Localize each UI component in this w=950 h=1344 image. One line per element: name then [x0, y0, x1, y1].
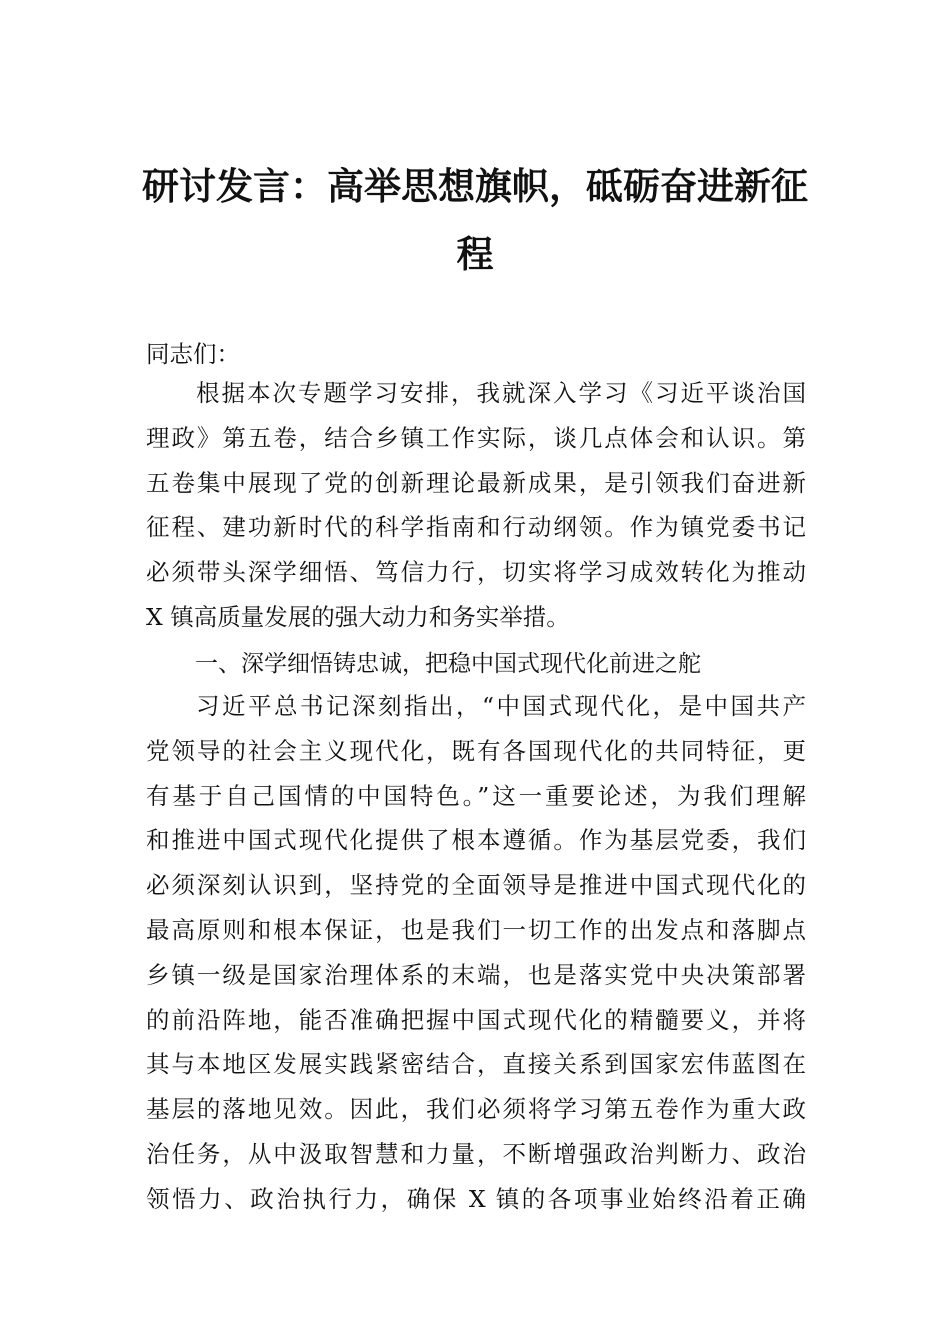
paragraph-line: 必须深刻认识到，坚持党的全面领导是推进中国式现代化的	[146, 871, 806, 900]
paragraph-line: 其与本地区发展实践紧密结合，直接关系到国家宏伟蓝图在	[146, 1050, 806, 1079]
section-heading-1: 一、深学细悟铸忠诚，把稳中国式现代化前进之舵	[195, 651, 701, 677]
paragraph-line: 理政》第五卷，结合乡镇工作实际，谈几点体会和认识。第	[146, 423, 806, 452]
paragraph-line: 领悟力、政治执行力，确保 X 镇的各项事业始终沿着正确	[146, 1184, 806, 1213]
paragraph-line: 五卷集中展现了党的创新理论最新成果，是引领我们奋进新	[146, 468, 806, 497]
paragraph-line: 和推进中国式现代化提供了根本遵循。作为基层党委，我们	[146, 826, 806, 855]
salutation: 同志们：	[146, 340, 240, 368]
paragraph-line: 必须带头深学细悟、笃信力行，切实将学习成效转化为推动	[146, 558, 806, 587]
paragraph-line: 征程、建功新时代的科学指南和行动纲领。作为镇党委书记	[146, 513, 806, 542]
paragraph-line: 有基于自己国情的中国特色。”这一重要论述，为我们理解	[146, 781, 806, 810]
paragraph-1	[146, 371, 806, 640]
document-title-line-2: 程	[456, 232, 494, 276]
paragraph-line: 治任务，从中汲取智慧和力量，不断增强政治判断力、政治	[146, 1139, 806, 1168]
paragraph-line: X 镇高质量发展的强大动力和务实举措。	[146, 602, 570, 631]
document-title-line-1: 研讨发言：高举思想旗帜，砥砺奋进新征	[142, 164, 808, 208]
paragraph-2	[146, 684, 806, 1222]
paragraph-line: 党领导的社会主义现代化，既有各国现代化的共同特征，更	[146, 736, 806, 765]
paragraph-line: 的前沿阵地，能否准确把握中国式现代化的精髓要义，并将	[146, 1005, 806, 1034]
paragraph-line: 习近平总书记深刻指出，“中国式现代化，是中国共产	[196, 692, 806, 720]
paragraph-line: 根据本次专题学习安排，我就深入学习《习近平谈治国	[196, 379, 806, 407]
paragraph-line: 最高原则和根本保证，也是我们一切工作的出发点和落脚点	[146, 915, 806, 944]
paragraph-line: 基层的落地见效。因此，我们必须将学习第五卷作为重大政	[146, 1095, 806, 1124]
paragraph-line: 乡镇一级是国家治理体系的末端，也是落实党中央决策部署	[146, 960, 806, 989]
